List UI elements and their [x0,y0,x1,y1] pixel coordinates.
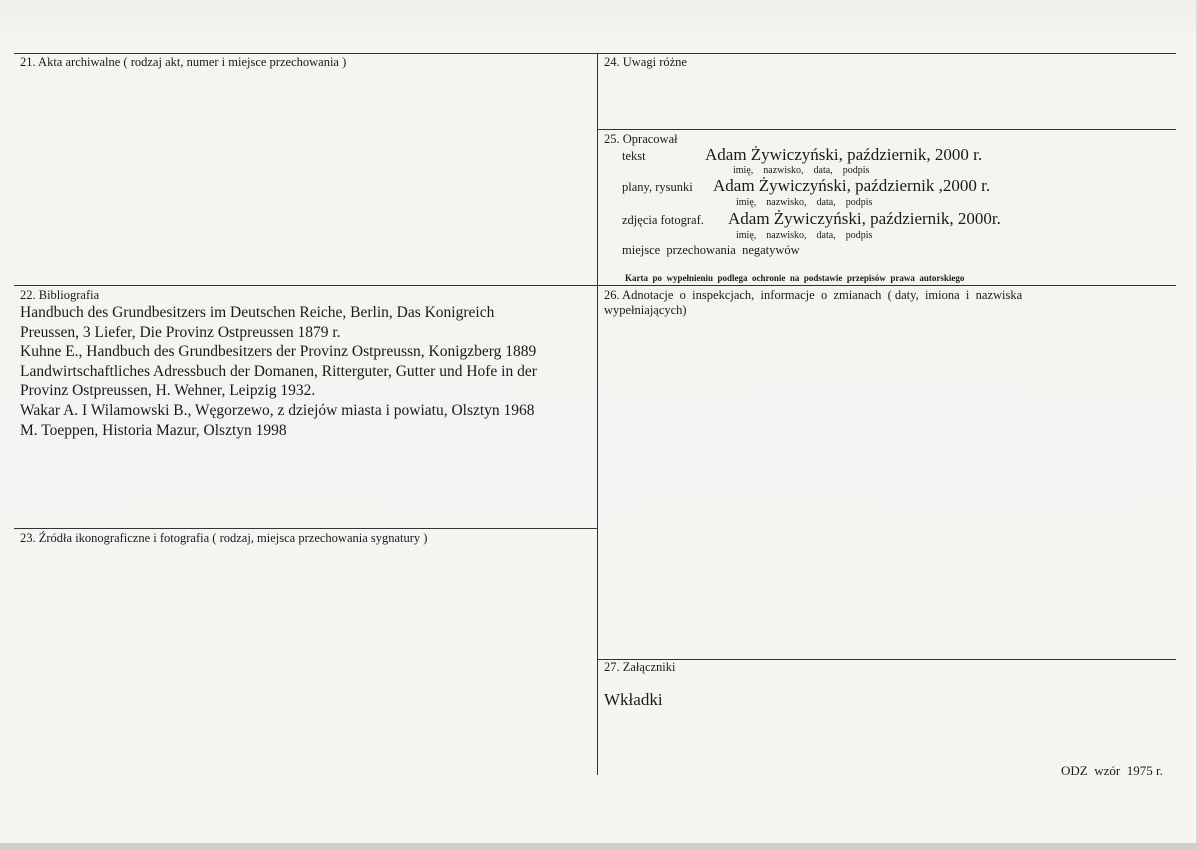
negatives-location-label: miejsce przechowania negatywów [622,243,800,257]
top-border-right [598,53,1176,54]
center-divider [597,53,598,775]
bibliography-line: M. Toeppen, Historia Mazur, Olsztyn 1998 [20,421,287,439]
author-value-plans: Adam Żywiczyński, październik ,2000 r. [713,176,991,195]
divider-25-26 [598,285,1176,286]
section-25-label: 25. Opracował [604,132,678,146]
copyright-notice: Karta po wypełnieniu podlega ochronie na podstawie przepisów prawa autorskiego [625,273,965,283]
section-22-label: 22. Bibliografia [20,288,100,302]
bibliography-line: Landwirtschaftliches Adressbuch der Domanen, Ritterguter, Gutter und Hofe in der [20,362,537,380]
section-24-label: 24. Uwagi różne [604,55,687,69]
section-23-label: 23. Źródła ikonograficzne i fotografia ( rodzaj, miejsca przechowania sygnatury ) [20,531,428,545]
divider-26-27 [598,659,1176,660]
author-caption-text: imię, nazwisko, data, podpis [733,165,870,176]
author-role-text: tekst [622,149,646,163]
bibliography-line: Kuhne E., Handbuch des Grundbesitzers der Provinz Ostpreussn, Konigzberg 1889 [20,343,537,361]
bibliography-line: Provinz Ostpreussen, H. Wehner, Leipzig 1932. [20,382,316,400]
author-value-text: Adam Żywiczyński, październik, 2000 r. [705,145,983,164]
page-edge-bottom [0,843,1198,850]
author-role-photos: zdjęcia fotograf. [622,213,704,227]
section-27-label: 27. Załączniki [604,660,676,674]
bibliography-line: Wakar A. I Wilamowski B., Węgorzewo, z dziejów miasta i powiatu, Olsztyn 1968 [20,401,535,419]
attachments-value: Wkładki [604,690,663,709]
author-role-plans: plany, rysunki [622,180,693,194]
bibliography-list [20,303,537,440]
author-caption-photos: imię, nazwisko, data, podpis [736,230,873,241]
divider-22-23 [14,528,597,529]
top-border-left [14,53,597,54]
section-26-label: 26. Adnotacje o inspekcjach, informacje o zmianach ( daty, imiona i nazwiska [604,288,1023,302]
form-id-footer: ODZ wzór 1975 r. [1061,763,1163,778]
section-26-label-cont: wypełniających) [604,303,687,317]
author-value-photos: Adam Żywiczyński, październik, 2000r. [728,209,1001,228]
divider-21-22 [14,285,597,286]
bibliography-line: Preussen, 3 Liefer, Die Provinz Ostpreussen 1879 r. [20,323,341,341]
author-caption-plans: imię, nazwisko, data, podpis [736,197,873,208]
divider-24-25 [598,129,1176,130]
bibliography-line: Handbuch des Grundbesitzers im Deutschen Reiche, Berlin, Das Konigreich [20,304,495,321]
section-21-label: 21. Akta archiwalne ( rodzaj akt, numer i miejsce przechowania ) [20,55,347,69]
